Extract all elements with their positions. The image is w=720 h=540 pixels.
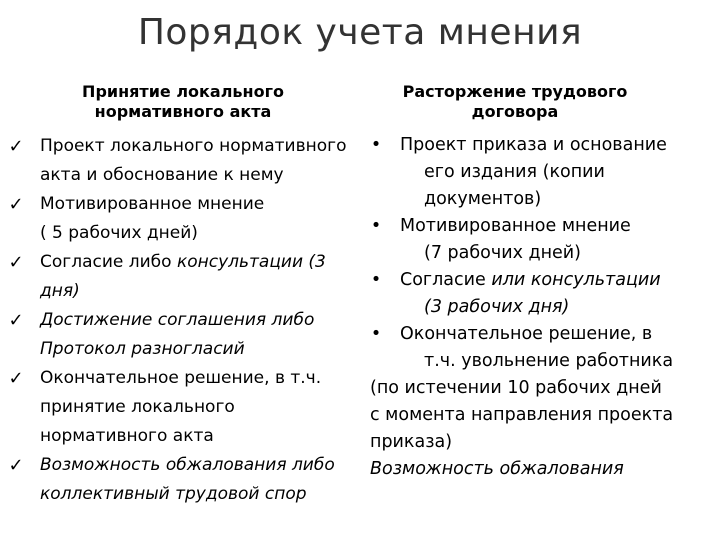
check-icon: ✓ xyxy=(8,368,24,389)
right-column-heading xyxy=(380,82,650,122)
left-item-text: коллективный трудовой спор xyxy=(40,484,307,504)
left-item-text: Возможность обжалования либо xyxy=(40,455,335,475)
right-heading-line1: Расторжение трудового xyxy=(402,82,628,101)
right-item-text: его издания (копии xyxy=(424,162,605,182)
right-tail-line: приказа) xyxy=(370,432,453,452)
left-item-text-part: Согласие либо xyxy=(40,252,177,272)
left-item-text: Протокол разногласий xyxy=(40,339,245,359)
right-final-line: Возможность обжалования xyxy=(370,459,624,479)
right-item-text: Проект приказа и основание xyxy=(400,135,667,155)
left-item-appeal xyxy=(6,451,366,509)
right-item-text: т.ч. увольнение работника xyxy=(424,351,674,371)
left-heading-line2: нормативного акта xyxy=(94,102,272,121)
right-item-text: Окончательное решение, в xyxy=(400,324,653,344)
check-icon: ✓ xyxy=(8,455,24,476)
bullet-icon: • xyxy=(370,324,382,344)
right-item-draft-order xyxy=(366,132,716,213)
check-icon: ✓ xyxy=(8,136,24,157)
left-item-text: Окончательное решение, в т.ч. xyxy=(40,368,322,388)
right-tail-line: с момента направления проекта xyxy=(370,405,674,425)
right-item-text: Мотивированное мнение xyxy=(400,216,631,236)
right-item-opinion xyxy=(366,213,716,267)
right-heading-line2: договора xyxy=(471,102,559,121)
left-item-text: Достижение соглашения либо xyxy=(40,310,315,330)
right-column xyxy=(366,132,716,483)
left-item-text-italic: консультации (3 xyxy=(176,252,326,272)
bullet-icon: • xyxy=(370,216,382,236)
left-heading-line1: Принятие локального xyxy=(82,82,284,101)
left-item-text: дня) xyxy=(40,281,80,301)
left-item-opinion xyxy=(6,190,366,248)
right-item-final-decision xyxy=(366,321,716,375)
right-item-text: (7 рабочих дней) xyxy=(424,243,581,263)
left-item-agreement xyxy=(6,306,366,364)
check-icon: ✓ xyxy=(8,310,24,331)
left-item-text: принятие локального xyxy=(40,397,235,417)
left-item-text: акта и обоснование к нему xyxy=(40,165,284,185)
right-item-text xyxy=(396,267,716,294)
right-item-text-part: Согласие xyxy=(400,270,492,290)
page-title: Порядок учета мнения xyxy=(137,12,583,53)
left-item-text: ( 5 рабочих дней) xyxy=(40,223,198,243)
check-icon: ✓ xyxy=(8,252,24,273)
right-item-text-italic: или консультации xyxy=(491,270,661,290)
left-column-heading xyxy=(48,82,318,122)
left-item-final-decision xyxy=(6,364,366,451)
left-column xyxy=(6,132,366,509)
bullet-icon: • xyxy=(370,270,382,290)
left-item-text: Проект локального нормативного xyxy=(40,136,347,156)
right-item-consent xyxy=(366,267,716,321)
left-item-draft xyxy=(6,132,366,190)
left-item-text xyxy=(36,248,366,277)
left-list xyxy=(6,132,366,509)
left-item-text: нормативного акта xyxy=(40,426,214,446)
right-item-text: документов) xyxy=(424,189,542,209)
right-list xyxy=(366,132,716,375)
right-tail-line: (по истечении 10 рабочих дней xyxy=(370,378,662,398)
left-item-consent xyxy=(6,248,366,306)
right-item-text: (3 рабочих дня) xyxy=(424,297,570,317)
check-icon: ✓ xyxy=(8,194,24,215)
bullet-icon: • xyxy=(370,135,382,155)
left-item-text: Мотивированное мнение xyxy=(40,194,265,214)
